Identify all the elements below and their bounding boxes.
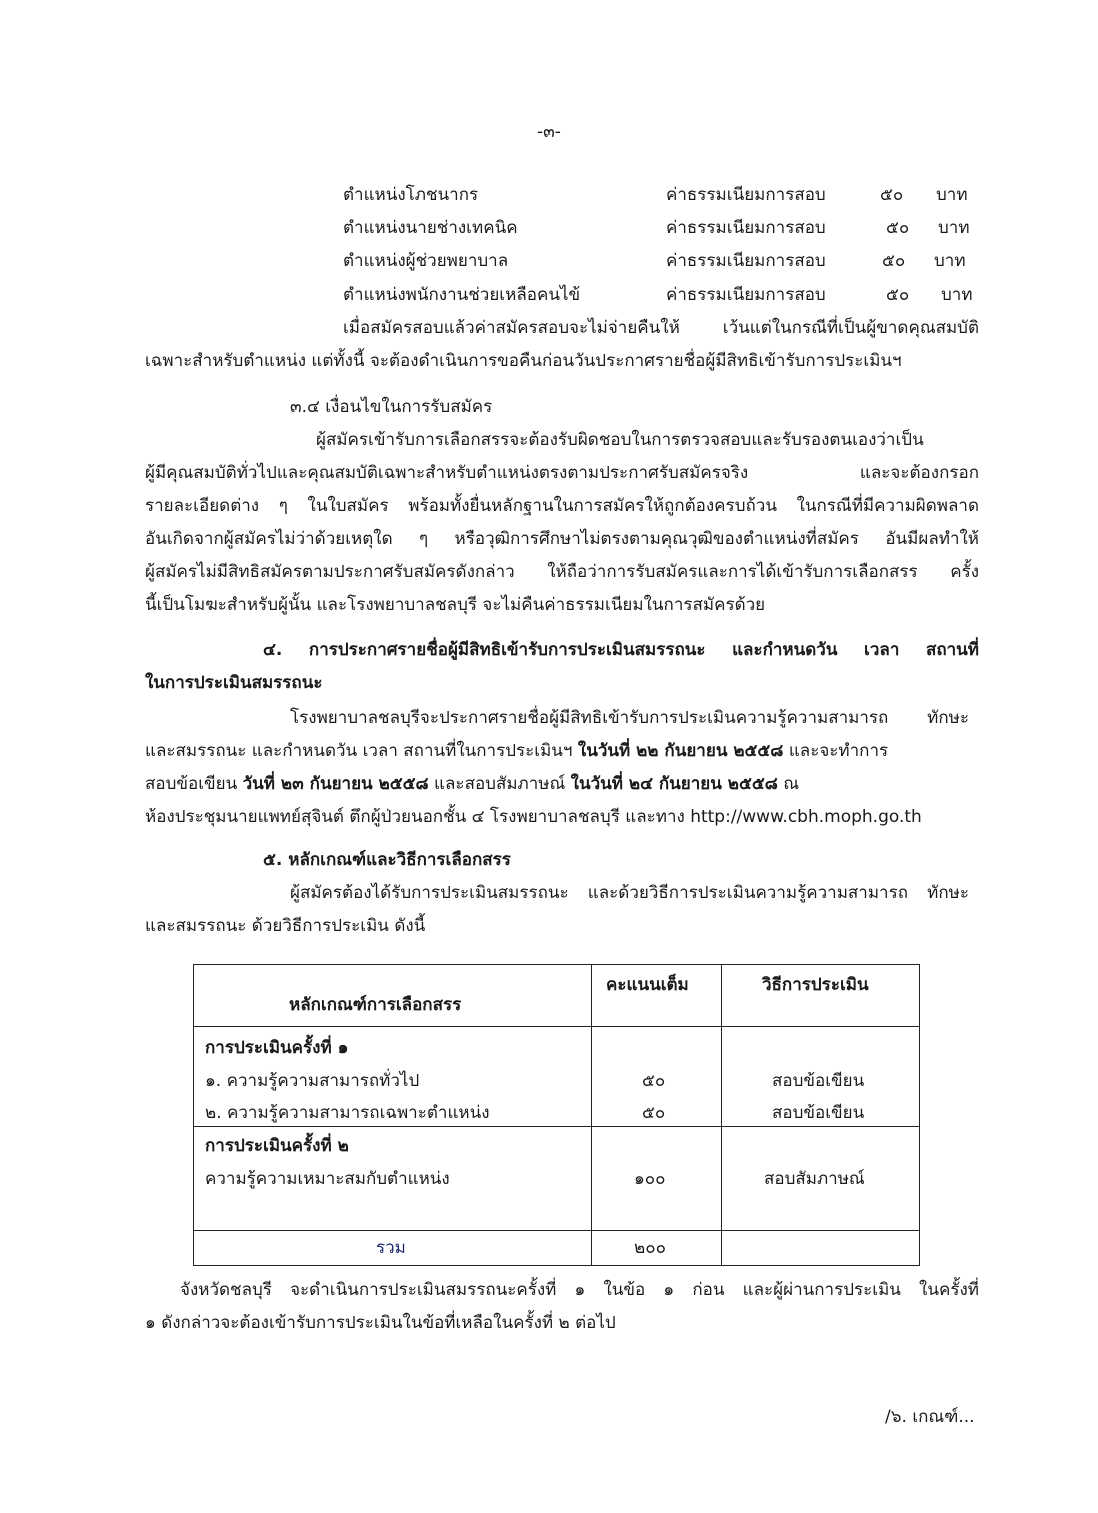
fee-unit: บาท: [941, 285, 973, 305]
score-value: ๑๐๐: [634, 1169, 666, 1189]
table-cell: [194, 1027, 592, 1127]
section-3-4-line: ผู้สมัครเข้ารับการเลือกสรรจะต้องรับผิดชอบในการตรวจสอบและรับรองตนเองว่าเป็น: [316, 430, 924, 450]
section-3-4-line: รายละเอียดต่าง ๆ ในใบสมัคร พร้อมทั้งยื่นหลักฐานในการสมัครให้ถูกต้องครบถ้วน ในกรณีที่มีความผิดพลาด: [145, 496, 979, 516]
section-4-line: โรงพยาบาลชลบุรีจะประกาศรายชื่อผู้มีสิทธิเข้ารับการประเมินความรู้ความสามารถ ทักษะ: [290, 708, 969, 728]
section-3-4-line: อันเกิดจากผู้สมัครไม่ว่าด้วยเหตุใด ๆ หรือวุฒิการศึกษาไม่ตรงตามคุณวุฒิของตำแหน่งที่สมัคร อันมีผลทำให้: [145, 529, 979, 549]
table-header-row: [194, 965, 920, 1027]
section-4-text: และสมรรถนะ และกำหนดวัน เวลา สถานที่ในการประเมินฯ: [145, 741, 578, 761]
fee-label: ค่าธรรมเนียมการสอบ: [666, 185, 826, 205]
table-cell: [592, 1027, 722, 1127]
table-cell: [194, 1231, 592, 1266]
table-cell: [722, 1027, 920, 1127]
criteria-item: ๑. ความรู้ความสามารถทั่วไป: [205, 1071, 420, 1091]
section-4-text: และสอบสัมภาษณ์: [428, 774, 571, 794]
section-4-heading: ๔. การประกาศรายชื่อผู้มีสิทธิเข้ารับการประเมินสมรรถนะ และกำหนดวัน เวลา สถานที่: [263, 640, 979, 660]
table-total-row: [194, 1231, 920, 1266]
criteria-table: [193, 964, 920, 1266]
refund-note-line: เฉพาะสำหรับตำแหน่ง แต่ทั้งนี้ จะต้องดำเนินการขอคืนก่อนวันประกาศรายชื่อผู้มีสิทธิเข้ารับการประเมินฯ: [145, 351, 902, 371]
header-cell: [722, 965, 920, 1027]
section-3-4-line: นี้เป็นโมฆะสำหรับผู้นั้น และโรงพยาบาลชลบุรี จะไม่คืนค่าธรรมเนียมในการสมัครด้วย: [145, 595, 766, 615]
fee-position: ตำแหน่งผู้ช่วยพยาบาล: [343, 251, 509, 271]
fee-amount: ๕๐: [886, 218, 910, 238]
section-4-text: และจะทำการ: [783, 741, 889, 761]
closing-line: จังหวัดชลบุรี จะดำเนินการประเมินสมรรถนะครั้งที่ ๑ ในข้อ ๑ ก่อน และผู้ผ่านการประเมิน ในครั้งที่: [180, 1280, 979, 1300]
table-cell: [722, 1127, 920, 1231]
table-cell: [592, 1231, 722, 1266]
score-value: ๕๐: [642, 1103, 666, 1123]
criteria-header: หลักเกณฑ์การเลือกสรร: [289, 995, 462, 1015]
fee-amount: ๕๐: [880, 185, 904, 205]
fee-amount: ๕๐: [882, 251, 906, 271]
score-header: คะแนนเต็ม: [606, 975, 689, 995]
continuation-marker: /๖. เกณฑ์...: [885, 1407, 975, 1427]
fee-position: ตำแหน่งนายช่างเทคนิค: [343, 218, 518, 238]
fee-unit: บาท: [938, 218, 970, 238]
section-3-4-line: ผู้มีคุณสมบัติทั่วไปและคุณสมบัติเฉพาะสำหรับตำแหน่งตรงตามประกาศรับสมัครจริง และจะต้องกรอก: [145, 463, 979, 483]
section-3-4-heading: ๓.๔ เงื่อนไขในการรับสมัคร: [290, 397, 493, 417]
table-cell: [592, 1127, 722, 1231]
fee-unit: บาท: [936, 185, 968, 205]
fee-unit: บาท: [934, 251, 966, 271]
criteria-item: ๒. ความรู้ความสามารถเฉพาะตำแหน่ง: [205, 1103, 490, 1123]
section-4-heading-cont: ในการประเมินสมรรถนะ: [145, 673, 323, 693]
total-score: ๒๐๐: [634, 1238, 666, 1258]
fee-position: ตำแหน่งพนักงานช่วยเหลือคนไข้: [343, 285, 581, 305]
fee-amount: ๕๐: [886, 285, 910, 305]
section-5-line: ผู้สมัครต้องได้รับการประเมินสมรรถนะ และด้วยวิธีการประเมินความรู้ความสามารถ ทักษะ: [290, 883, 969, 903]
table-cell: [722, 1231, 920, 1266]
criteria-item: ความรู้ความเหมาะสมกับตำแหน่ง: [205, 1169, 450, 1189]
section-3-4-line: ผู้สมัครไม่มีสิทธิสมัครตามประกาศรับสมัครดังกล่าว ให้ถือว่าการรับสมัครและการได้เข้ารับการเลือกสรร ครั้ง: [145, 562, 979, 582]
section-4-line: ห้องประชุมนายแพทย์สุจินต์ ตึกผู้ป่วยนอกชั้น ๔ โรงพยาบาลชลบุรี และทาง http://www.cbh.moph.go.th: [145, 807, 922, 827]
written-exam-date: วันที่ ๒๓ กันยายน ๒๕๕๘: [242, 774, 429, 794]
fee-label: ค่าธรรมเนียมการสอบ: [666, 285, 826, 305]
method-value: สอบสัมภาษณ์: [764, 1169, 865, 1189]
section-5-line: และสมรรถนะ ด้วยวิธีการประเมิน ดังนี้: [145, 916, 426, 936]
header-cell: [194, 965, 592, 1027]
table-row: [194, 1127, 920, 1231]
page-number: -๓-: [537, 122, 561, 142]
closing-line: ๑ ดังกล่าวจะต้องเข้ารับการประเมินในข้อที่เหลือในครั้งที่ ๒ ต่อไป: [145, 1313, 616, 1333]
announce-date: ในวันที่ ๒๒ กันยายน ๒๕๕๘: [577, 741, 784, 761]
method-value: สอบข้อเขียน: [772, 1103, 865, 1123]
score-value: ๕๐: [642, 1071, 666, 1091]
round-1-title: การประเมินครั้งที่ ๑: [205, 1038, 349, 1058]
method-header: วิธีการประเมิน: [762, 975, 869, 995]
header-cell: [592, 965, 722, 1027]
refund-note-line: เมื่อสมัครสอบแล้วค่าสมัครสอบจะไม่จ่ายคืนให้ เว้นแต่ในกรณีที่เป็นผู้ขาดคุณสมบัติ: [343, 318, 979, 338]
fee-label: ค่าธรรมเนียมการสอบ: [666, 218, 826, 238]
section-4-line: [145, 772, 799, 796]
section-4-line: [145, 739, 888, 763]
section-4-text: สอบข้อเขียน: [145, 774, 243, 794]
section-5-heading: ๕. หลักเกณฑ์และวิธีการเลือกสรร: [263, 850, 511, 870]
fee-label: ค่าธรรมเนียมการสอบ: [666, 251, 826, 271]
method-value: สอบข้อเขียน: [772, 1071, 865, 1091]
interview-date: ในวันที่ ๒๔ กันยายน ๒๕๕๘: [570, 774, 778, 794]
section-4-text: ณ: [777, 774, 800, 794]
round-2-title: การประเมินครั้งที่ ๒: [205, 1136, 349, 1156]
table-cell: [194, 1127, 592, 1231]
fee-position: ตำแหน่งโภชนากร: [343, 185, 479, 205]
table-row: [194, 1027, 920, 1127]
total-label: รวม: [376, 1238, 406, 1258]
